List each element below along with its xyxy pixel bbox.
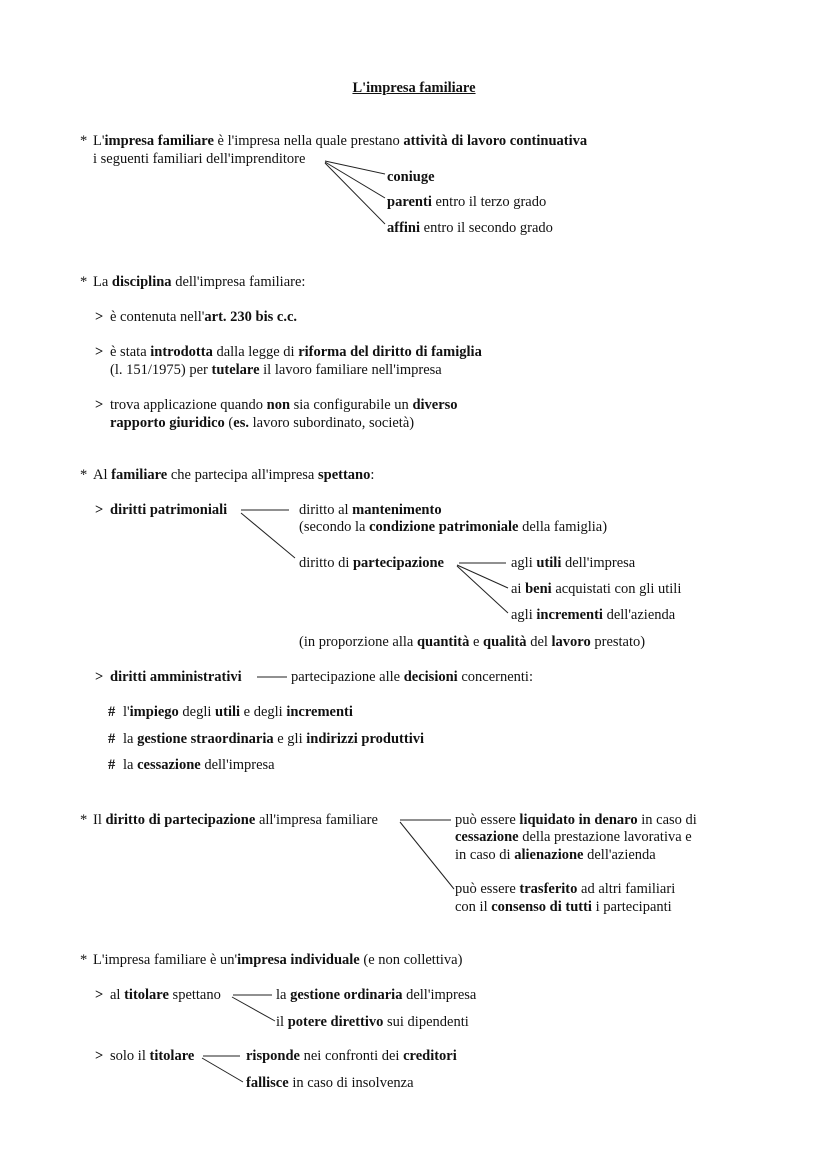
bold-text: diritti patrimoniali	[110, 502, 228, 518]
text: il	[276, 1014, 288, 1030]
text: acquistati con gli utili	[551, 581, 682, 597]
bold-text: affini	[387, 220, 421, 236]
text: agli	[511, 555, 537, 571]
text-line-mant	[299, 501, 442, 519]
text-line-prop	[299, 633, 645, 651]
text-line-liq3	[455, 846, 656, 864]
text-line-tr2	[455, 898, 672, 916]
text-line-s3	[93, 466, 374, 484]
text: i seguenti familiari dell'imprenditore	[93, 151, 306, 167]
text: dell'impresa	[200, 757, 275, 773]
bold-text: spettano	[318, 467, 371, 483]
text: e	[469, 634, 484, 650]
text-line-h2	[123, 730, 424, 748]
text: in caso di	[637, 812, 697, 828]
text: dell'impresa	[402, 987, 477, 1003]
text-line-tr1	[455, 880, 675, 898]
bold-text: indirizzi produttivi	[306, 731, 425, 747]
text: :	[370, 467, 375, 483]
connector-line	[202, 1058, 243, 1082]
text: trova applicazione quando	[110, 397, 267, 413]
text: Al	[93, 467, 112, 483]
text: la	[123, 731, 138, 747]
bold-text: mantenimento	[352, 502, 442, 518]
text-line-h1	[123, 703, 353, 721]
arrow-bullet: >	[95, 987, 104, 1003]
text: può essere	[455, 881, 520, 897]
text: può essere	[455, 812, 520, 828]
text: (in proporzione alla	[299, 634, 417, 650]
arrow-bullet: >	[95, 397, 104, 413]
bold-text: titolare	[124, 987, 169, 1003]
text: del	[526, 634, 552, 650]
hash-bullet: #	[108, 757, 116, 773]
text: L'	[93, 133, 105, 149]
text: è l'impresa nella quale prestano	[213, 133, 404, 149]
bold-text: incrementi	[536, 607, 603, 623]
bold-text: tutelare	[211, 362, 260, 378]
bold-text: riforma del diritto di famiglia	[298, 344, 482, 360]
text: concernenti:	[457, 669, 533, 685]
text: agli	[511, 607, 537, 623]
text: e gli	[273, 731, 307, 747]
text: l'	[123, 704, 130, 720]
text: solo il	[110, 1048, 150, 1064]
text: dalla legge di	[212, 344, 299, 360]
bold-text: diverso	[412, 397, 458, 413]
bold-text: beni	[525, 581, 552, 597]
text-line-s1b	[93, 150, 305, 168]
text: con il	[455, 899, 492, 915]
text: e degli	[240, 704, 287, 720]
star-bullet: *	[80, 812, 88, 828]
star-bullet: *	[80, 274, 88, 290]
text-line-b2a	[110, 343, 482, 361]
bold-text: consenso di tutti	[491, 899, 592, 915]
text: entro il secondo grado	[420, 220, 553, 236]
text-line-parenti	[387, 193, 546, 211]
text: (e non collettiva)	[359, 952, 463, 968]
bold-text: incrementi	[286, 704, 353, 720]
text: dell'azienda	[583, 847, 656, 863]
bold-text: art. 230 bis c.c.	[204, 309, 298, 325]
text: il lavoro familiare nell'impresa	[259, 362, 442, 378]
bold-text: risponde	[246, 1048, 300, 1064]
text: all'impresa familiare	[255, 812, 378, 828]
text: nei confronti dei	[300, 1048, 404, 1064]
text-line-b3b	[110, 414, 414, 432]
bold-text: impresa individuale	[237, 952, 360, 968]
bold-text: partecipazione	[352, 555, 444, 571]
text: la	[123, 757, 138, 773]
text: in caso di	[455, 847, 515, 863]
connector-line	[232, 997, 275, 1021]
bold-text: familiare	[111, 467, 168, 483]
text: Il	[93, 812, 106, 828]
text-line-liq1	[455, 811, 697, 829]
text-line-dpart	[299, 554, 444, 572]
text: La	[93, 274, 112, 290]
star-bullet: *	[80, 133, 88, 149]
bold-text: lavoro	[551, 634, 591, 650]
text-line-s2	[93, 273, 305, 291]
text: i partecipanti	[591, 899, 672, 915]
bold-text: gestione ordinaria	[290, 987, 403, 1003]
text: che partecipa all'impresa	[167, 467, 318, 483]
text-line-h3	[123, 756, 275, 774]
text: della famiglia)	[518, 519, 608, 535]
connector-line	[457, 565, 508, 588]
bold-text: liquidato in denaro	[519, 812, 638, 828]
bold-text: non	[266, 397, 291, 413]
bold-text: decisioni	[403, 669, 458, 685]
text-line-t2	[110, 1047, 194, 1065]
text-line-risp	[246, 1047, 457, 1065]
text-line-pd	[276, 1013, 469, 1031]
bold-text: fallisce	[246, 1075, 289, 1091]
bold-text: diritto di partecipazione	[105, 812, 256, 828]
bold-text: quantità	[416, 634, 470, 650]
bold-text: alienazione	[514, 847, 584, 863]
bold-text: utili	[536, 555, 562, 571]
text-line-b1	[110, 308, 297, 326]
bold-text: utili	[215, 704, 241, 720]
bold-text: impiego	[129, 704, 179, 720]
text: diritto di	[299, 555, 353, 571]
text: al	[110, 987, 125, 1003]
bold-text: cessazione	[137, 757, 201, 773]
text-line-affini	[387, 219, 553, 237]
bold-text: coniuge	[387, 169, 435, 185]
text-line-dp	[110, 501, 227, 519]
bold-text: impresa familiare	[104, 133, 214, 149]
bold-text: parenti	[387, 194, 432, 210]
bold-text: qualità	[483, 634, 527, 650]
text: degli	[178, 704, 216, 720]
bold-text: condizione patrimoniale	[369, 519, 519, 535]
text: partecipazione alle	[291, 669, 404, 685]
arrow-bullet: >	[95, 502, 104, 518]
text: L'impresa familiare è un'	[93, 952, 238, 968]
bold-text: rapporto giuridico	[110, 415, 225, 431]
bold-text: es.	[233, 415, 249, 431]
text-line-dec	[291, 668, 533, 686]
text-line-beni	[511, 580, 681, 598]
text: dell'impresa familiare:	[171, 274, 306, 290]
text: dell'azienda	[602, 607, 676, 623]
hash-bullet: #	[108, 731, 116, 747]
bold-text: diritti amministrativi	[110, 669, 242, 685]
text: (secondo la	[299, 519, 370, 535]
bold-text: introdotta	[150, 344, 213, 360]
text: entro il terzo grado	[431, 194, 547, 210]
text: (l. 151/1975) per	[110, 362, 212, 378]
bold-text: disciplina	[111, 274, 172, 290]
page-title: L'impresa familiare	[352, 80, 476, 96]
text: ad altri familiari	[577, 881, 676, 897]
bold-text: potere direttivo	[287, 1014, 384, 1030]
text-line-b2b	[110, 361, 442, 379]
arrow-bullet: >	[95, 344, 104, 360]
text: ai	[511, 581, 526, 597]
connector-line	[457, 566, 508, 613]
arrow-bullet: >	[95, 309, 104, 325]
hash-bullet: #	[108, 704, 116, 720]
bold-text: gestione straordinaria	[137, 731, 274, 747]
text: in caso di insolvenza	[288, 1075, 414, 1091]
text-line-incr	[511, 606, 675, 624]
bold-text: creditori	[403, 1048, 457, 1064]
bold-text: trasferito	[519, 881, 578, 897]
star-bullet: *	[80, 952, 88, 968]
text-line-s4	[93, 811, 378, 829]
text-line-coniuge	[387, 168, 435, 186]
bold-text: attività di lavoro continuativa	[403, 133, 588, 149]
bold-text: titolare	[149, 1048, 195, 1064]
star-bullet: *	[80, 467, 88, 483]
arrow-bullet: >	[95, 669, 104, 685]
text-line-s1a	[93, 132, 587, 150]
text: è stata	[110, 344, 151, 360]
text: lavoro subordinato, società)	[248, 415, 415, 431]
text: della prestazione lavorativa e	[518, 829, 692, 845]
text-line-s5	[93, 951, 462, 969]
connector-line	[400, 822, 454, 889]
text: spettano	[168, 987, 221, 1003]
text: diritto al	[299, 502, 353, 518]
text-line-go	[276, 986, 476, 1004]
text-line-fall	[246, 1074, 414, 1092]
arrow-bullet: >	[95, 1048, 104, 1064]
text-line-liq2	[455, 828, 692, 846]
text: dell'impresa	[561, 555, 636, 571]
text-line-sec	[299, 518, 607, 536]
text-line-da	[110, 668, 242, 686]
text: prestato)	[590, 634, 646, 650]
text-line-utili	[511, 554, 635, 572]
text-line-b3a	[110, 396, 458, 414]
bold-text: cessazione	[455, 829, 519, 845]
text: è contenuta nell'	[110, 309, 205, 325]
text: (	[224, 415, 234, 431]
connector-line	[241, 513, 295, 558]
text: sia configurabile un	[290, 397, 413, 413]
text-line-t1	[110, 986, 221, 1004]
text: la	[276, 987, 291, 1003]
text: sui dipendenti	[383, 1014, 469, 1030]
